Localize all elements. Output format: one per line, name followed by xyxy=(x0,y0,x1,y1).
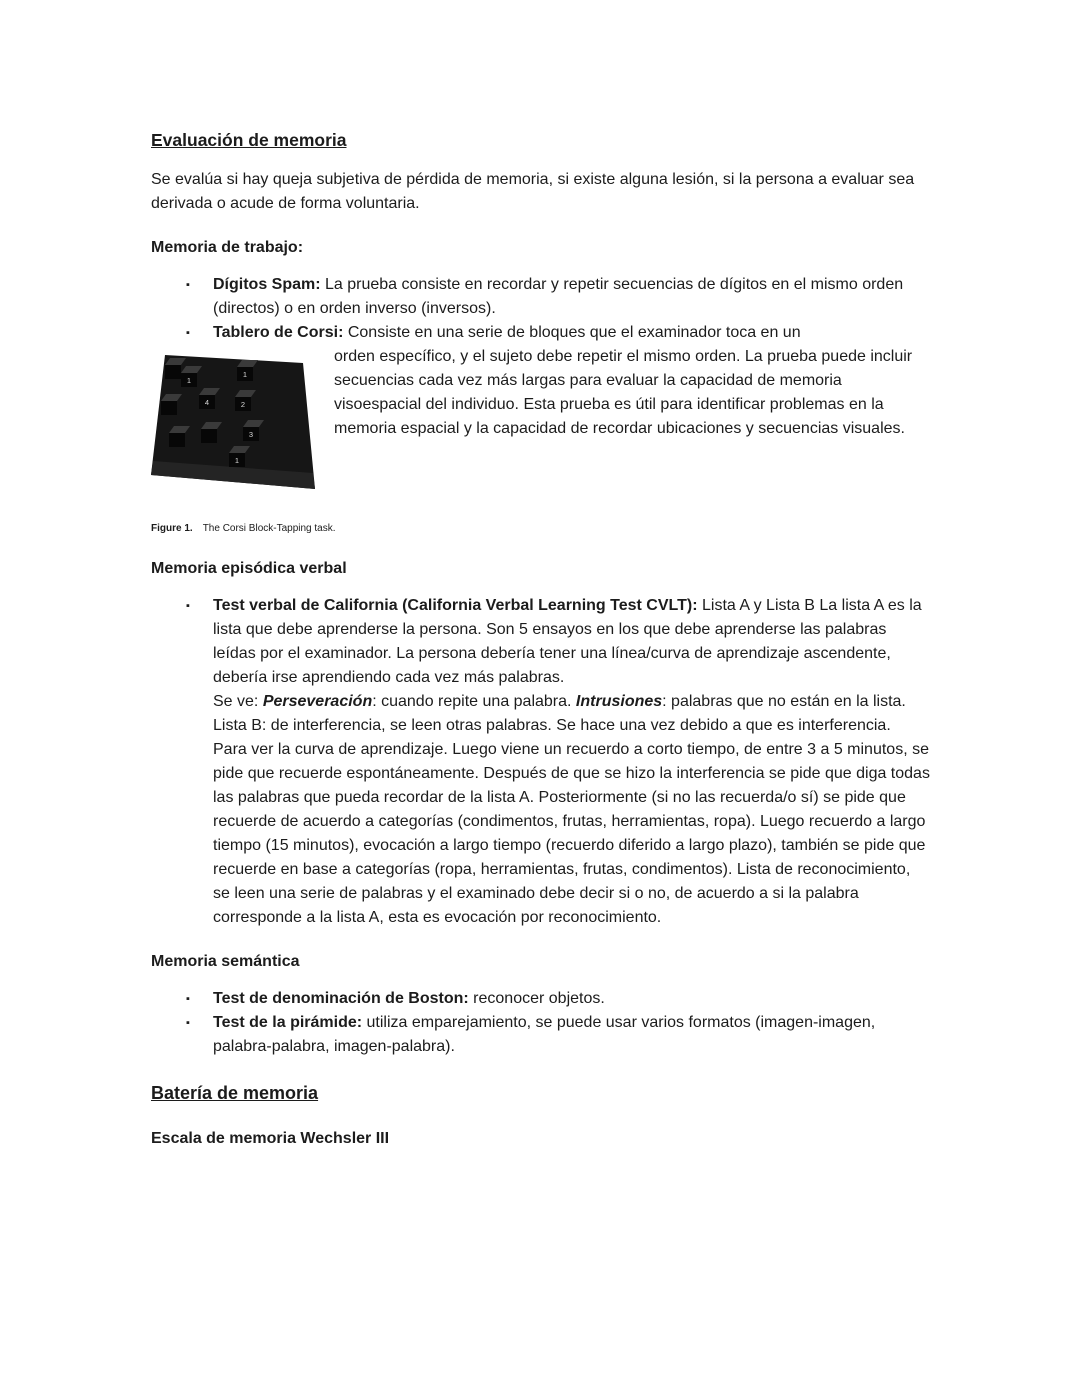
corsi-block-tapping-image xyxy=(151,345,317,503)
heading-memoria-semantica: Memoria semántica xyxy=(151,953,300,970)
piramide-text: utiliza emparejamiento, se puede usar varios formatos (imagen-imagen, palabra-palabra, imagen-palabra). xyxy=(213,1014,876,1055)
boston-label: Test de denominación de Boston: xyxy=(213,990,469,1007)
corsi-label: Tablero de Corsi: xyxy=(213,324,344,341)
seve-paragraph xyxy=(213,690,930,714)
digitos-spam-text: La prueba consiste en recordar y repetir secuencias de dígitos en el mismo orden (directos) o en orden inverso (inversos). xyxy=(213,276,904,317)
intro-paragraph: Se evalúa si hay queja subjetiva de pérdida de memoria, si existe alguna lesión, si la persona a evaluar sea derivada o acude de forma voluntaria. xyxy=(151,171,915,212)
list-item-boston xyxy=(151,987,930,1011)
figure-caption xyxy=(151,523,930,535)
piramide-label: Test de la pirámide: xyxy=(213,1014,363,1031)
doc-title: Evaluación de memoria xyxy=(151,130,347,150)
document-content xyxy=(151,0,930,1151)
trabajo-list xyxy=(151,273,930,503)
heading-memoria-trabajo: Memoria de trabajo: xyxy=(151,239,304,256)
curva-paragraph: Para ver la curva de aprendizaje. Luego viene un recuerdo a corto tiempo, de entre 3 a 5 minutos, se pide que recuerde espontáneamente. Después de que se hizo la interferencia se pide que diga todas las palabras que pueda recordar de la lista A. Posteriormente (si no las recuerda/o sí) se pide que recuerde de acuerdo a categorías (condimentos, frutas, herramientas, ropa). Luego recuerdo a largo tiempo (15 minutos), evocación a largo tiempo (recuerdo diferido a largo plazo), también se pide que recuerde en base a categorías (ropa, herramientas, frutas, condimentos). Lista de reconocimiento, se leen una serie de palabras y el examinado debe decir si o no, de acuerdo a si la palabra corresponde a la lista A, esta es evocación por reconocimiento. xyxy=(213,741,930,926)
corsi-figure-row xyxy=(151,345,930,503)
cube-number: 2 xyxy=(240,400,246,409)
cvlt-label: Test verbal de California (California Verbal Learning Test CVLT): xyxy=(213,597,698,614)
episodica-list xyxy=(151,594,930,930)
cvlt-paragraph xyxy=(213,594,930,690)
list-item-tablero-corsi xyxy=(151,321,930,503)
cube-number: 1 xyxy=(242,370,248,379)
list-item-cvlt xyxy=(151,594,930,930)
intrusiones-term: Intrusiones xyxy=(575,693,663,710)
cube-number: 1 xyxy=(234,456,240,465)
heading-bateria-memoria: Batería de memoria xyxy=(151,1083,319,1103)
figure-caption-label: Figure 1. xyxy=(151,523,193,534)
perseveracion-term: Perseveración xyxy=(262,693,373,710)
digitos-spam-label: Dígitos Spam: xyxy=(213,276,321,293)
corsi-text-wrap: orden específico, y el sujeto debe repetir el mismo orden. La prueba puede incluir secuencias cada vez más largas para evaluar la capacidad de memoria visoespacial del individuo. Esta prueba es útil para identificar problemas en la memoria espacial y la capacidad de recordar ubicaciones y secuencias visuales. xyxy=(334,348,913,437)
boston-text: reconocer objetos. xyxy=(473,990,605,1007)
cube-number: 4 xyxy=(204,398,210,407)
list-item-digitos-spam xyxy=(151,273,930,321)
perseveracion-text: : cuando repite una palabra. xyxy=(372,693,576,710)
cvlt-text: Lista A y Lista B La lista A es la lista que debe aprenderse la persona. Son 5 ensayos en los que debe aprenderse las palabras leídas por el examinador. La persona debería tener una línea/curva de aprendizaje ascendente, debería irse aprendiendo cada vez más palabras. xyxy=(213,597,922,686)
lista-b-paragraph: Lista B: de interferencia, se leen otras palabras. Se hace una vez debido a que es interferencia. xyxy=(213,717,891,734)
cube-number: 3 xyxy=(248,430,254,439)
list-item-piramide xyxy=(151,1011,930,1059)
corsi-text-start: Consiste en una serie de bloques que el examinador toca en un xyxy=(347,324,801,341)
semantica-list xyxy=(151,987,930,1059)
seve-prefix: Se ve: xyxy=(213,693,263,710)
heading-memoria-episodica: Memoria episódica verbal xyxy=(151,560,347,577)
intrusiones-text: : palabras que no están en la lista. xyxy=(662,693,906,710)
corsi-board-illustration xyxy=(151,349,317,495)
figure-caption-text: The Corsi Block-Tapping task. xyxy=(202,523,336,534)
cube-number: 1 xyxy=(186,376,192,385)
heading-escala-wechsler: Escala de memoria Wechsler III xyxy=(151,1130,390,1147)
